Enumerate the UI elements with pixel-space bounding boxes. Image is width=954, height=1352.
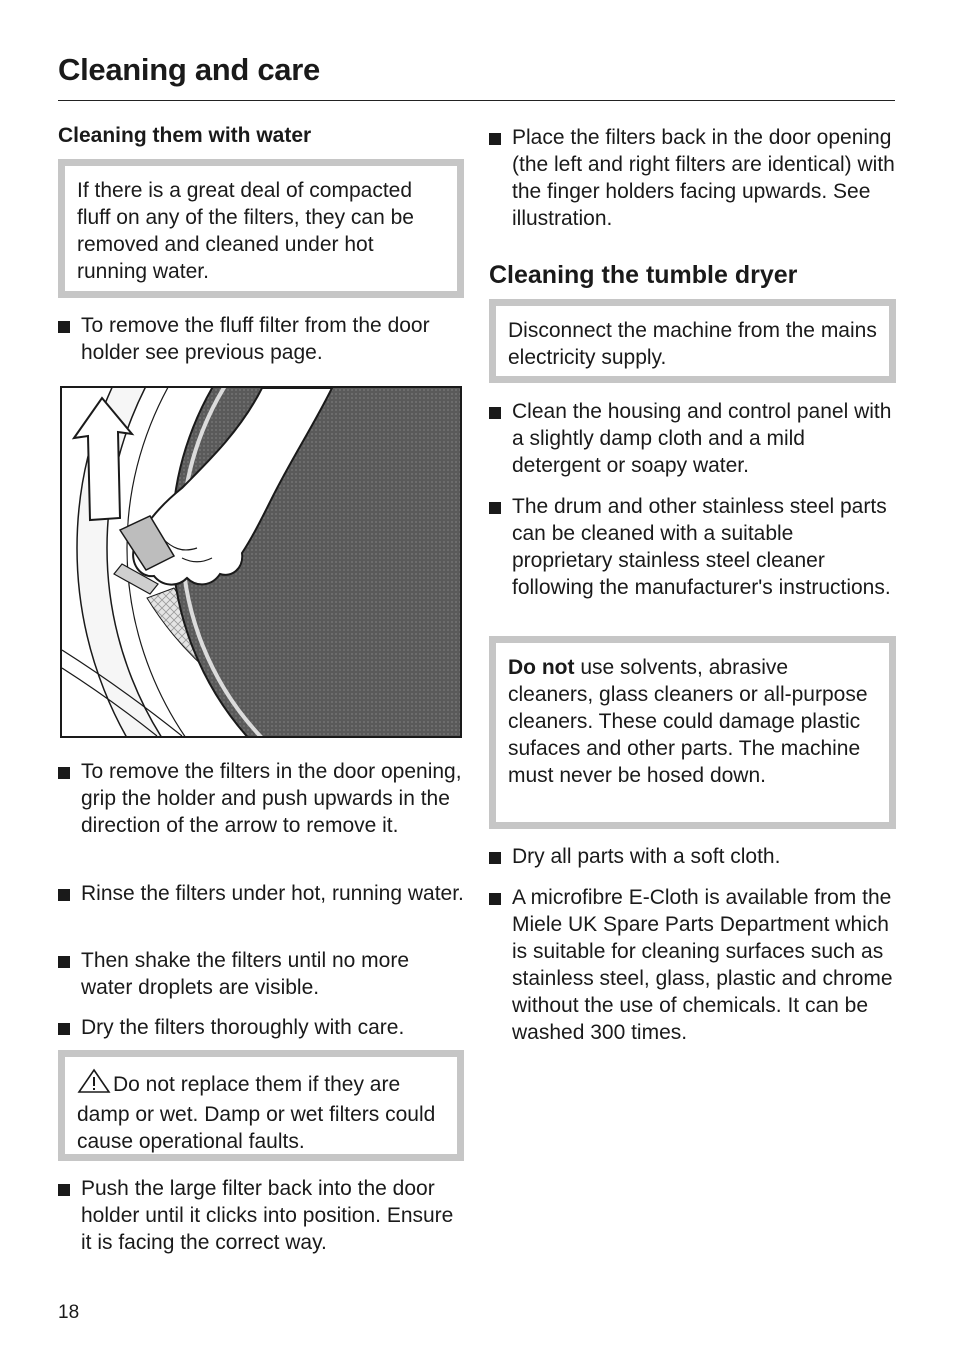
page-title: Cleaning and care	[58, 52, 320, 87]
list-item: A microfibre E-Cloth is available from the Miele UK Spare Parts Department which is suitable for cleaning surfaces such as stainless steel, glass, plastic and chrome without the use of chemicals. It can be washed 300 times.	[489, 884, 896, 1046]
list-item: To remove the filters in the door opening, grip the holder and push upwards in the direction of the arrow to remove it.	[58, 758, 464, 839]
list-item: Dry the filters thoroughly with care.	[58, 1014, 464, 1041]
list-item: Push the large filter back into the door holder until it clicks into position. Ensure it is facing the correct way.	[58, 1175, 464, 1256]
bullet-square-icon	[58, 1184, 70, 1196]
warning-box	[58, 1050, 464, 1161]
list-item: Dry all parts with a soft cloth.	[489, 843, 896, 870]
bullet-square-icon	[58, 767, 70, 779]
list-item: Then shake the filters until no more water droplets are visible.	[58, 947, 464, 1001]
warning-triangle-icon	[77, 1068, 111, 1101]
bullet-square-icon	[489, 502, 501, 514]
bullet-square-icon	[489, 893, 501, 905]
warning-box-text: Do not replace them if they are damp or wet. Damp or wet filters could cause operational faults.	[77, 1073, 436, 1153]
list-item: Place the filters back in the door opening (the left and right filters are identical) with the finger holders facing upwards. See illustration.	[489, 124, 896, 232]
bullet-square-icon	[58, 889, 70, 901]
caution-box-text: use solvents, abrasive cleaners, glass cleaners or all-purpose cleaners. These could damage plastic sufaces and other parts. The machine must never be hosed down.	[508, 656, 868, 787]
list-item: The drum and other stainless steel parts can be cleaned with a suitable proprietary stainless steel cleaner following the manufacturer's instructions.	[489, 493, 896, 601]
caution-emphasis: Do not	[508, 656, 575, 679]
section-heading: Cleaning the tumble dryer	[489, 261, 798, 289]
info-box-text: Disconnect the machine from the mains electricity supply.	[508, 319, 877, 369]
title-divider	[58, 100, 895, 101]
bullet-square-icon	[489, 852, 501, 864]
bullet-square-icon	[58, 321, 70, 333]
list-item: To remove the fluff filter from the door holder see previous page.	[58, 312, 464, 366]
caution-box	[489, 636, 896, 829]
list-item: Rinse the filters under hot, running water.	[58, 880, 464, 907]
bullet-square-icon	[58, 1023, 70, 1035]
bullet-square-icon	[489, 133, 501, 145]
info-box	[489, 299, 896, 383]
bullet-square-icon	[58, 956, 70, 968]
info-box	[58, 159, 464, 298]
filter-removal-illustration	[60, 386, 462, 738]
info-box-text: If there is a great deal of compacted fluff on any of the filters, they can be removed and cleaned under hot running water.	[77, 179, 414, 283]
page-number: 18	[58, 1302, 80, 1323]
list-item: Clean the housing and control panel with a slightly damp cloth and a mild detergent or soapy water.	[489, 398, 896, 479]
section-subheading: Cleaning them with water	[58, 124, 312, 147]
bullet-square-icon	[489, 407, 501, 419]
